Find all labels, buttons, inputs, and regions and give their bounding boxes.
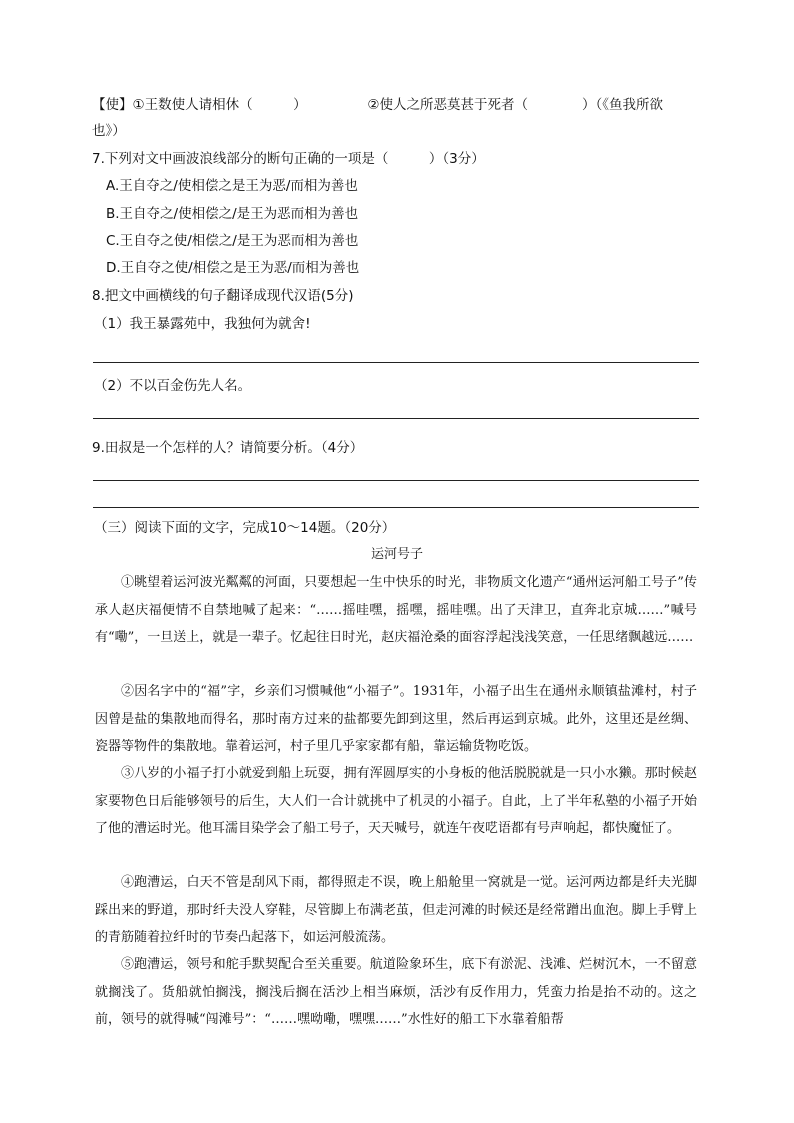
passage-paragraph-1: ①眺望着运河波光粼粼的河面，只要想起一生中快乐的时光，非物质文化遗产“通州运河船工号子”传承人赵庆福便情不自禁地喊了起来：“……摇哇嘿，摇嘿，摇哇嘿。出了天津卫，直奔北京城……”喊号有“嘞”，一旦送上，就是一辈子。忆起往日时光，赵庆福沧桑的面容浮起浅浅笑意，一任思绪飘越远……: [95, 575, 697, 645]
question-7-stem: 7.下列对文中画波浪线部分的断句正确的一项是（ ）（3分）: [92, 151, 485, 167]
question-7-option-b: B.王自夺之/使相偿之/是王为恶而相为善也: [106, 206, 359, 222]
section-3-heading: （三）阅读下面的文字，完成10～14题。（20分）: [94, 520, 396, 536]
answer-line[interactable]: [93, 507, 699, 508]
passage-paragraph-4: ④跑漕运，白天不管是刮风下雨，都得照走不误，晚上船舱里一窝就是一觉。运河两边都是纤夫光脚踩出来的野道，那时纤夫没人穿鞋，尽管脚上布满老茧，但走河滩的时候还是经常蹭出血泡。脚上手臂上的青筋随着拉纤时的节奏凸起落下，如运河般流荡。: [95, 875, 697, 945]
answer-line[interactable]: [93, 418, 699, 419]
passage-paragraph-3: ③八岁的小福子打小就爱到船上玩耍，拥有浑圆厚实的小身板的他活脱脱就是一只小水獭。那时候赵家要物色日后能够领号的后生，大人们一合计就挑中了机灵的小福子。自此，上了半年私塾的小福子开始了他的漕运时光。他耳濡目染学会了船工号子，天天喊号，就连午夜呓语都有号声响起，都快魔怔了。: [95, 766, 697, 836]
answer-line[interactable]: [93, 480, 699, 481]
question-7-option-c: C.王自夺之使/相偿之/是王为恶而相为善也: [106, 233, 359, 249]
passage-paragraph-5: ⑤跑漕运，领号和舵手默契配合至关重要。航道险象环生，底下有淤泥、浅滩、烂树沉木，一不留意就搁浅了。货船就怕搁浅，搁浅后搁在活沙上相当麻烦，活沙有反作用力，凭蛮力抬是抬不动的。这之前，领号的就得喊“闯滩号”：“……嘿呦嘞，嘿嘿……”水性好的船工下水靠着船帮: [95, 957, 697, 1027]
question-7-option-a: A.王自夺之/使相偿之是王为恶/而相为善也: [106, 178, 358, 194]
question-8-item-2: （2）不以百金伤先人名。: [94, 378, 252, 394]
answer-line[interactable]: [93, 362, 699, 363]
question-7-option-d: D.王自夺之使/相偿之是王为恶/而相为善也: [106, 260, 360, 276]
question-8-stem: 8.把文中画横线的句子翻译成现代汉语(5分): [92, 288, 354, 304]
question-8-item-1: （1）我王暴露苑中，我独何为就舍!: [94, 316, 311, 332]
question-9-stem: 9.田叔是一个怎样的人？请简要分析。（4分）: [92, 440, 364, 456]
question-shi-line-2: 也》）: [92, 123, 126, 139]
passage-paragraph-2: ②因名字中的“福”字，乡亲们习惯喊他“小福子”。1931年，小福子出生在通州永顺镇盐滩村，村子因曾是盐的集散地而得名，那时南方过来的盐都要先卸到这里，然后再运到京城。此外，这里还是丝绸、瓷器等物件的集散地。靠着运河，村子里几乎家家都有船，靠运输货物吃饭。: [95, 684, 697, 754]
passage-title: 运河号子: [370, 547, 423, 562]
question-shi-line-1: 【使】①王数使人请相休（ ） ②使人之所恶莫甚于死者（ ）（《鱼我所欲: [92, 97, 663, 113]
